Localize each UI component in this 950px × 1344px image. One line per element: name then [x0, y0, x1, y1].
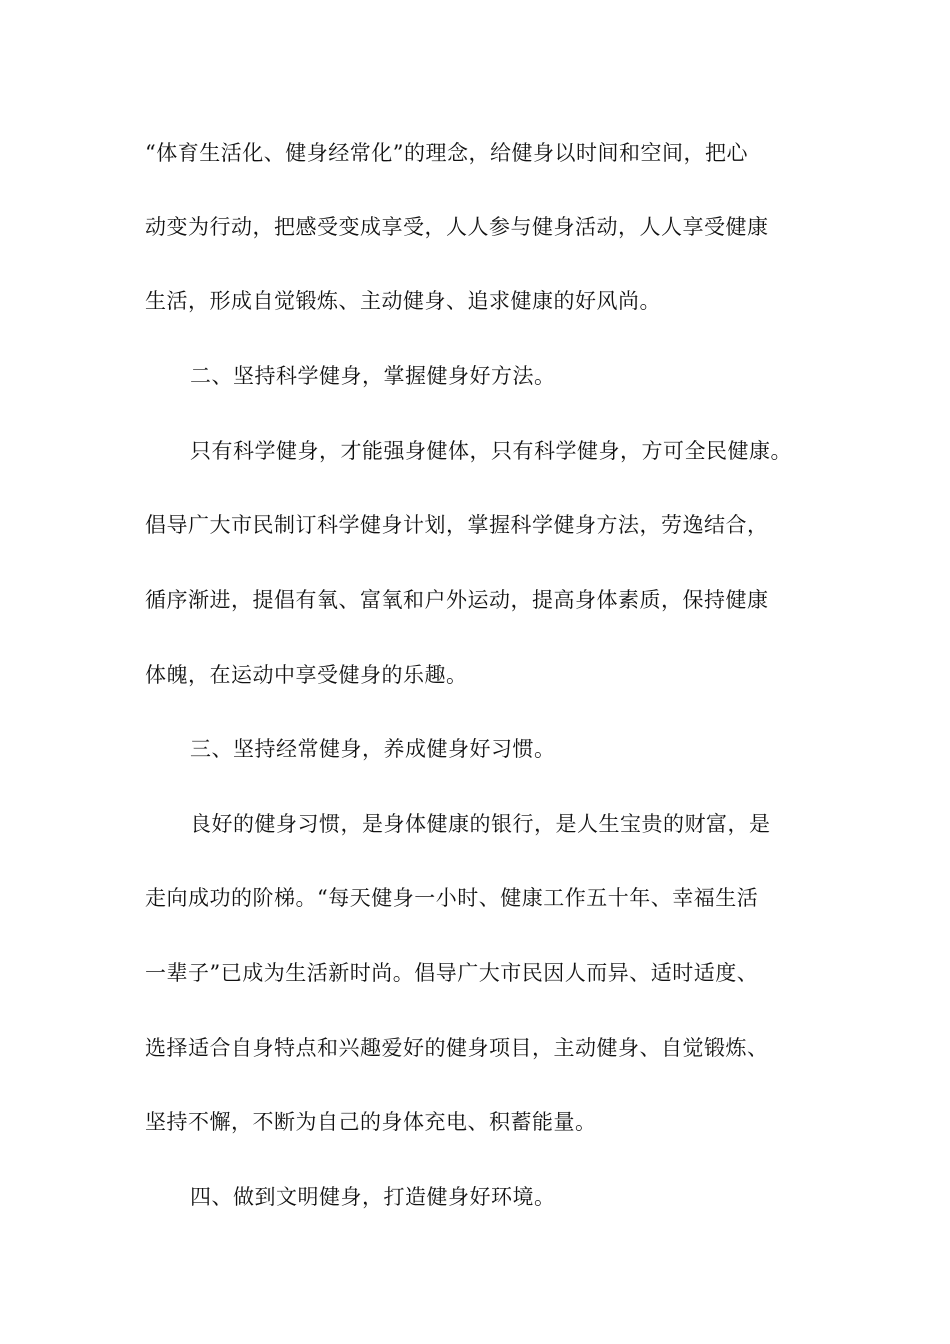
text-line-1: “体育生活化、健身经常化”的理念，给健身以时间和空间，把心 [145, 141, 748, 165]
text-line-8: 体魄，在运动中享受健身的乐趣。 [145, 663, 468, 687]
text-line-6: 倡导广大市民制订科学健身计划，掌握科学健身方法，劳逸结合， [145, 513, 769, 537]
text-line-3: 生活，形成自觉锻炼、主动健身、追求健康的好风尚。 [145, 289, 661, 313]
text-line-14: 坚持不懈，不断为自己的身体充电、积蓄能量。 [145, 1110, 597, 1134]
text-line-13: 选择适合自身特点和兴趣爱好的健身项目，主动健身、自觉锻炼、 [145, 1036, 769, 1060]
section-heading-3: 三、坚持经常健身，养成健身好习惯。 [190, 737, 556, 761]
text-line-2: 动变为行动，把感受变成享受，人人参与健身活动，人人享受健康 [145, 215, 769, 239]
text-line-12: 一辈子”已成为生活新时尚。倡导广大市民因人而异、适时适度、 [145, 961, 759, 985]
section-heading-4: 四、做到文明健身，打造健身好环境。 [190, 1185, 556, 1209]
text-line-5: 只有科学健身，才能强身健体，只有科学健身，方可全民健康。 [190, 439, 792, 463]
text-line-11: 走向成功的阶梯。“每天健身一小时、健康工作五十年、幸福生活 [145, 886, 759, 910]
text-line-7: 循序渐进，提倡有氧、富氧和户外运动，提高身体素质，保持健康 [145, 588, 769, 612]
section-heading-2: 二、坚持科学健身，掌握健身好方法。 [190, 364, 556, 388]
text-line-10: 良好的健身习惯，是身体健康的银行，是人生宝贵的财富，是 [190, 812, 771, 836]
